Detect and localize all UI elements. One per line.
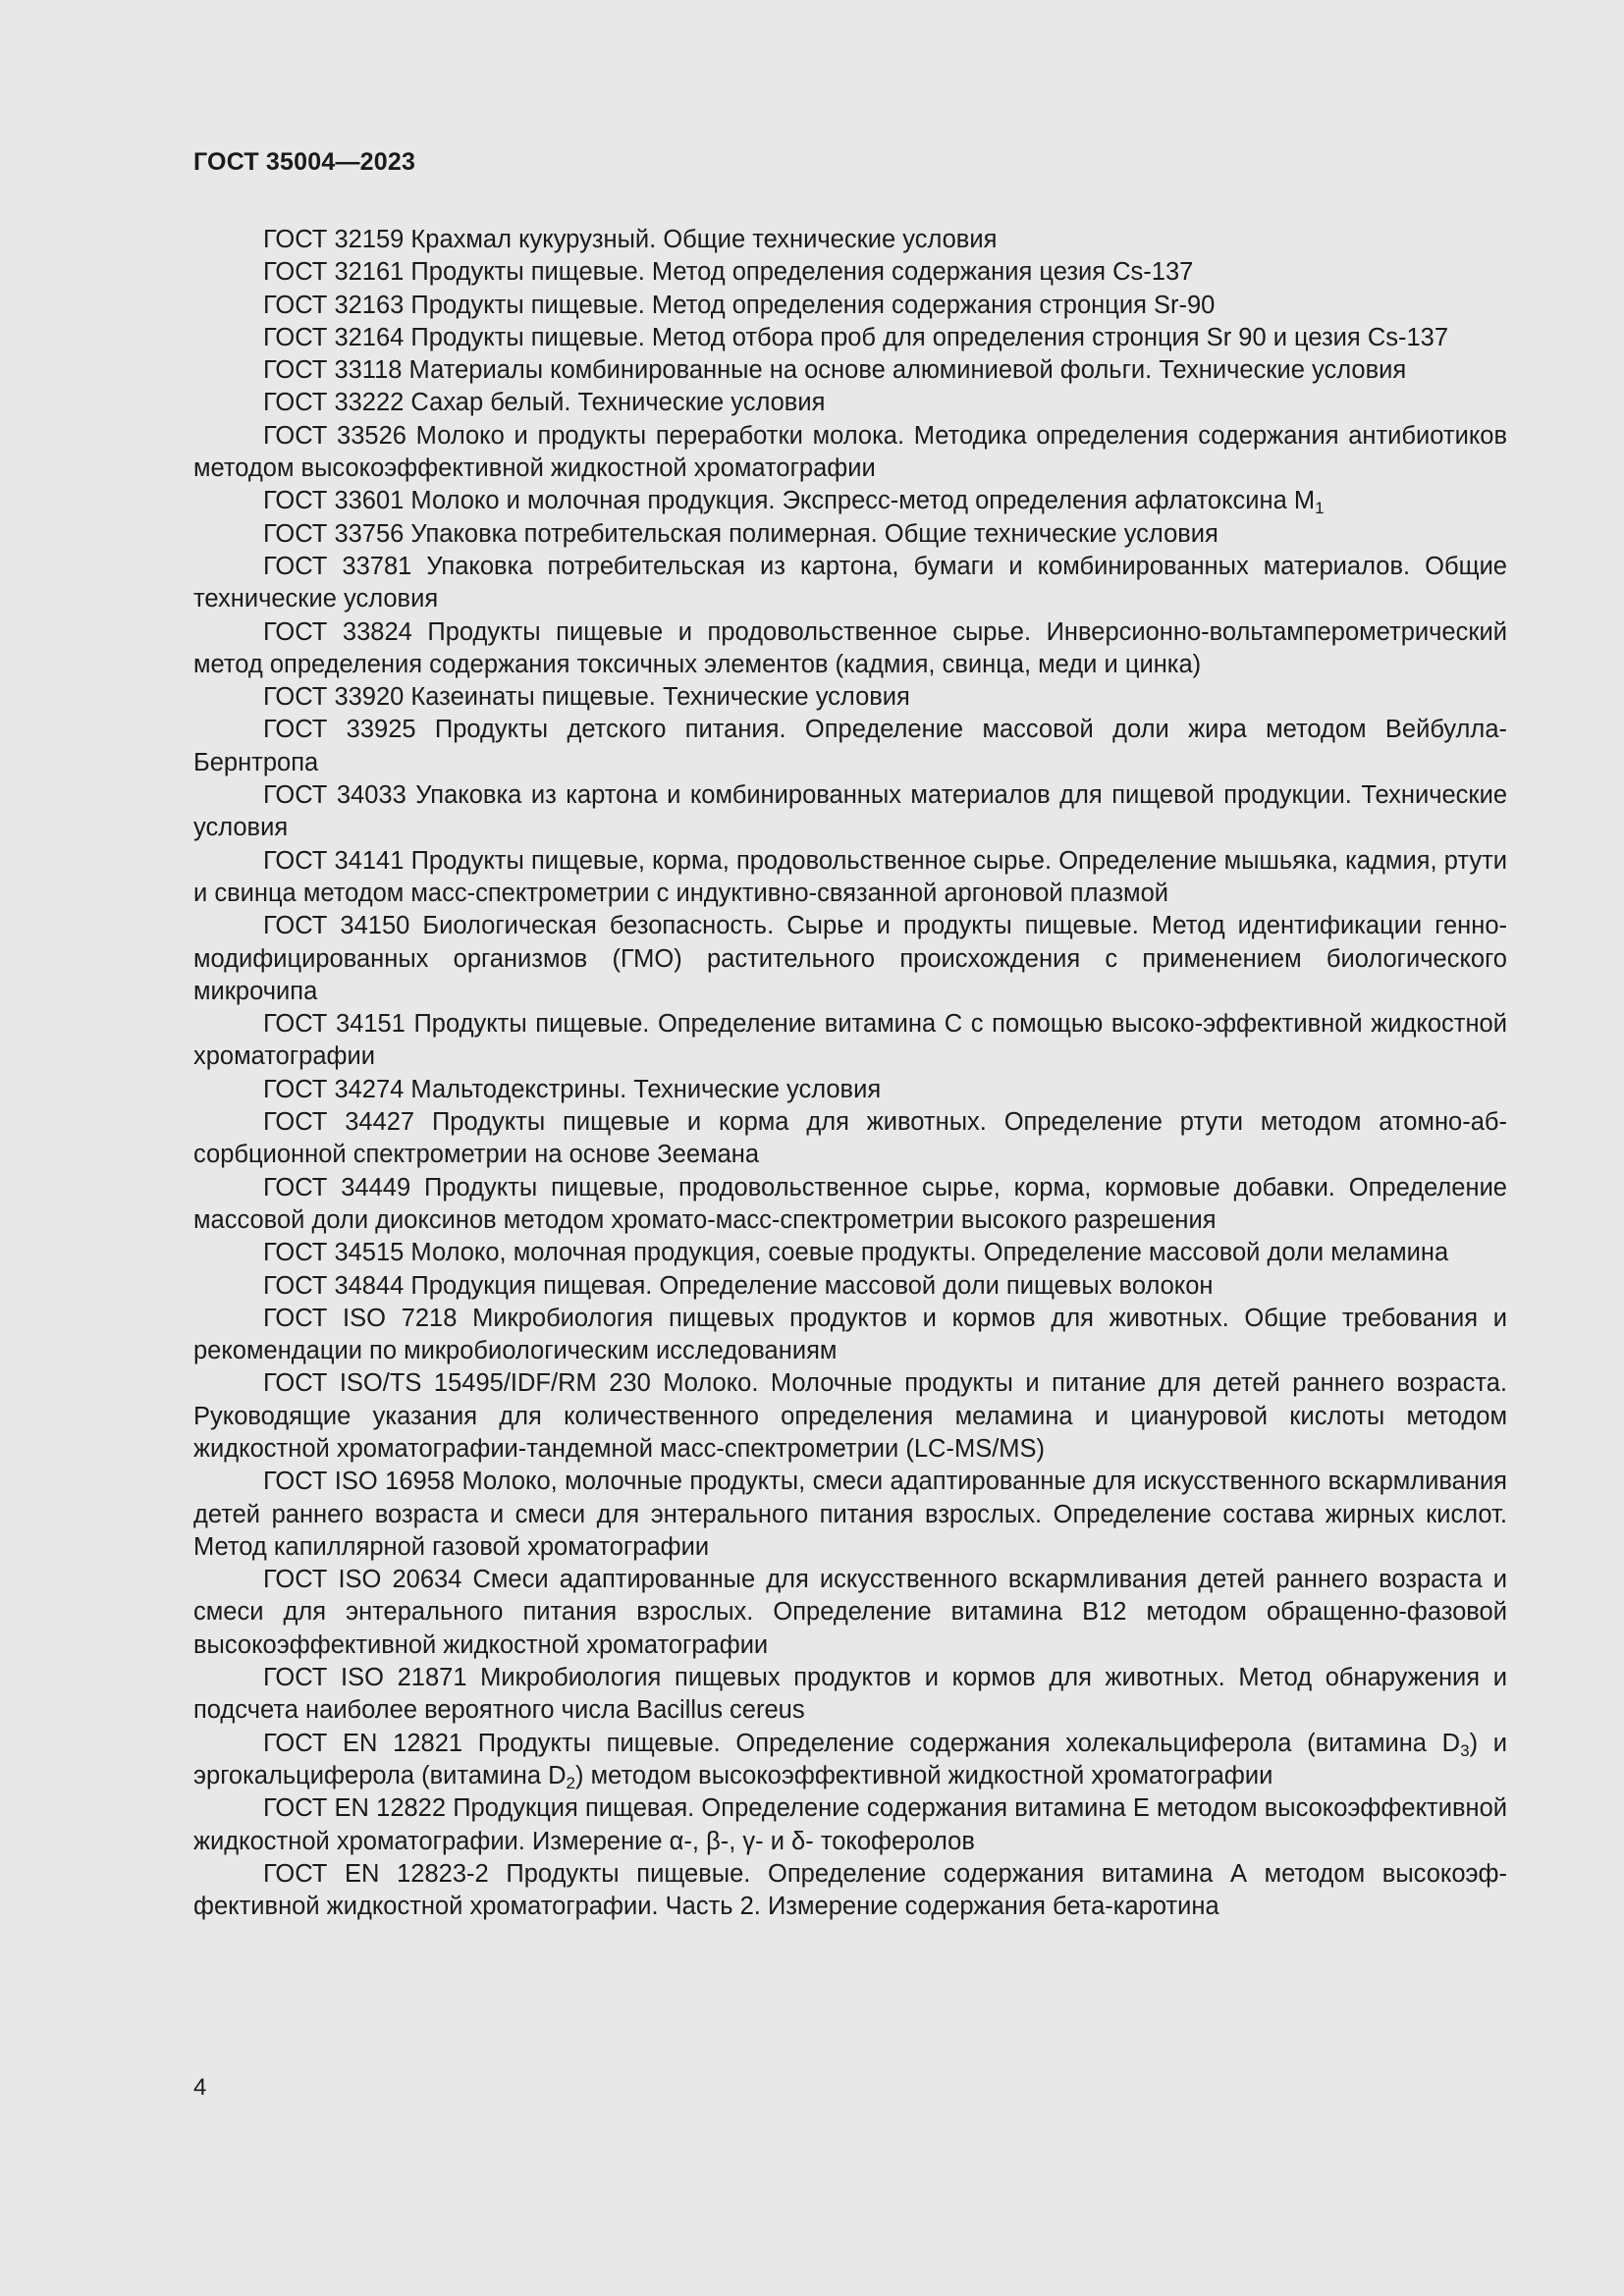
reference-text: ГОСТ EN 12822 Продукция пищевая. Определение содержания витамина Е методом высокоэффективной жидкостной хроматографии. Измерение α-, β-, γ- и δ- токоферолов (193, 1794, 1507, 1855)
reference-text: ГОСТ 33781 Упаковка потребительская из картона, бумаги и комбинированных материалов. Общие технические условия (193, 552, 1507, 614)
document-header-id: ГОСТ 35004—2023 (193, 148, 416, 176)
reference-item (193, 1270, 1507, 1303)
reference-item (193, 1728, 1507, 1793)
reference-text: ГОСТ ISO 21871 Микробиология пищевых продуктов и кормов для животных. Метод обнаружения и подсчета наиболее вероятного числа Bacillus cereus (193, 1664, 1507, 1725)
reference-text: ГОСТ 33756 Упаковка потребительская полимерная. Общие технические условия (263, 519, 1218, 548)
reference-item (193, 1858, 1507, 1924)
reference-item (193, 1792, 1507, 1858)
reference-text: ГОСТ 33824 Продукты пищевые и продовольственное сырье. Инверсионно-вольтамперометрический метод определения содержания токсичных элементов (кадмия, свинца, меди и цинка) (193, 617, 1507, 678)
normative-references-list (193, 224, 1507, 1923)
reference-item (193, 256, 1507, 289)
reference-text: ГОСТ 34150 Биологическая безопасность. Сырье и продукты пищевые. Метод идентификации генно-модифицированных организмов (ГМО) растительного происхождения с применением биологического микрочипа (193, 912, 1507, 1005)
reference-text: ГОСТ 34515 Молоко, молочная продукция, соевые продукты. Определение массовой доли меламина (263, 1239, 1449, 1267)
reference-text-continued: ) и эргокальциферола (витамина D (193, 1729, 1507, 1789)
reference-text: ГОСТ EN 12823-2 Продукты пищевые. Определение содержания витамина А методом высокоэффективной жидкостной хроматографии. Часть 2. Измерение содержания бета-каротина (193, 1859, 1507, 1921)
reference-item (193, 224, 1507, 256)
reference-item (193, 1564, 1507, 1662)
reference-text: ГОСТ 33920 Казеинаты пищевые. Технические условия (263, 683, 910, 712)
reference-text: ГОСТ 34141 Продукты пищевые, корма, продовольственное сырье. Определение мышьяка, кадмия, ртути и свинца методом масс-спектрометрии с индуктивно-связанной аргоновой плазмой (193, 846, 1507, 907)
reference-text-continued: ) методом высокоэффективной жидкостной хроматографии (575, 1761, 1273, 1789)
reference-item (193, 1466, 1507, 1564)
reference-text: ГОСТ 34449 Продукты пищевые, продовольственное сырье, корма, кормовые добавки. Определение массовой доли диоксинов методом хромато-масс-спектрометрии высокого разрешения (193, 1173, 1507, 1234)
reference-text: ГОСТ 34274 Мальтодекстрины. Технические условия (263, 1075, 882, 1103)
reference-text: ГОСТ 34427 Продукты пищевые и корма для животных. Определение ртути методом атомно-абсорбционной спектрометрии на основе Зеемана (193, 1108, 1507, 1169)
reference-text: ГОСТ 33925 Продукты детского питания. Определение массовой доли жира методом Вейбулла-Бернтропа (193, 716, 1507, 776)
reference-item (193, 1303, 1507, 1368)
reference-item (193, 518, 1507, 551)
reference-item (193, 387, 1507, 419)
reference-text: ГОСТ ISO 7218 Микробиология пищевых продуктов и кормов для животных. Общие требования и рекомендации по микробиологическим исследованиям (193, 1304, 1507, 1365)
reference-item (193, 1106, 1507, 1172)
reference-text: ГОСТ 34844 Продукция пищевая. Определение массовой доли пищевых волокон (263, 1271, 1214, 1300)
reference-text: ГОСТ 32161 Продукты пищевые. Метод определения содержания цезия Cs-137 (263, 258, 1194, 287)
reference-subscript: 1 (1315, 499, 1325, 518)
reference-text: ГОСТ EN 12821 Продукты пищевые. Определение содержания холекальциферола (витамина D (263, 1729, 1461, 1757)
reference-text: ГОСТ 33601 Молоко и молочная продукция. Экспресс-метод определения афлатоксина M (263, 487, 1316, 515)
reference-text: ГОСТ ISO/TS 15495/IDF/RM 230 Молоко. Молочные продукты и питание для детей раннего возраста. Руководящие указания для количественного определения меламина и циануровой кислоты методом жидкостной хроматографии-тандемной масс-спектрометрии (LC-MS/MS) (193, 1369, 1507, 1463)
reference-text: ГОСТ 33222 Сахар белый. Технические условия (263, 389, 826, 417)
reference-text: ГОСТ 33118 Материалы комбинированные на основе алюминиевой фольги. Технические условия (263, 356, 1407, 385)
reference-item (193, 322, 1507, 354)
reference-item (193, 616, 1507, 682)
reference-text: ГОСТ ISO 16958 Молоко, молочные продукты, смеси адаптированные для искусственного вскармливания детей раннего возраста и смеси для энтерального питания взрослых. Определение состава жирных кислот. Метод капиллярной газовой хроматографии (193, 1468, 1507, 1561)
reference-item (193, 714, 1507, 779)
reference-item (193, 845, 1507, 911)
reference-item (193, 1172, 1507, 1238)
reference-item (193, 1662, 1507, 1728)
reference-text: ГОСТ 32159 Крахмал кукурузный. Общие технические условия (263, 226, 998, 253)
reference-item (193, 1074, 1507, 1106)
reference-item (193, 1237, 1507, 1269)
reference-item (193, 485, 1507, 517)
reference-item (193, 354, 1507, 387)
reference-item (193, 1008, 1507, 1074)
reference-text: ГОСТ 32164 Продукты пищевые. Метод отбора проб для определения стронция Sr 90 и цезия Cs-137 (263, 323, 1449, 351)
reference-text: ГОСТ 34151 Продукты пищевые. Определение витамина С с помощью высоко-эффективной жидкостной хроматографии (193, 1010, 1507, 1071)
reference-subscript: 2 (566, 1773, 576, 1792)
reference-item (193, 1367, 1507, 1466)
reference-item (193, 290, 1507, 322)
page-number: 4 (193, 2074, 207, 2101)
reference-text: ГОСТ 32163 Продукты пищевые. Метод определения содержания стронция Sr-90 (263, 291, 1216, 319)
reference-item (193, 551, 1507, 616)
reference-text: ГОСТ 34033 Упаковка из картона и комбинированных материалов для пищевой продукции. Технические условия (193, 781, 1507, 842)
reference-item (193, 420, 1507, 486)
reference-item (193, 681, 1507, 714)
reference-text: ГОСТ 33526 Молоко и продукты переработки молока. Методика определения содержания антибиотиков методом высокоэффективной жидкостной хроматографии (193, 421, 1507, 483)
reference-subscript: 3 (1460, 1740, 1470, 1760)
reference-item (193, 910, 1507, 1008)
reference-text: ГОСТ ISO 20634 Смеси адаптированные для искусственного вскармливания детей раннего возраста и смеси для энтерального питания взрослых. Определение витамина B12 методом обращенно-фазовой высокоэффективной жидкостной хроматографии (193, 1566, 1507, 1659)
reference-item (193, 779, 1507, 845)
